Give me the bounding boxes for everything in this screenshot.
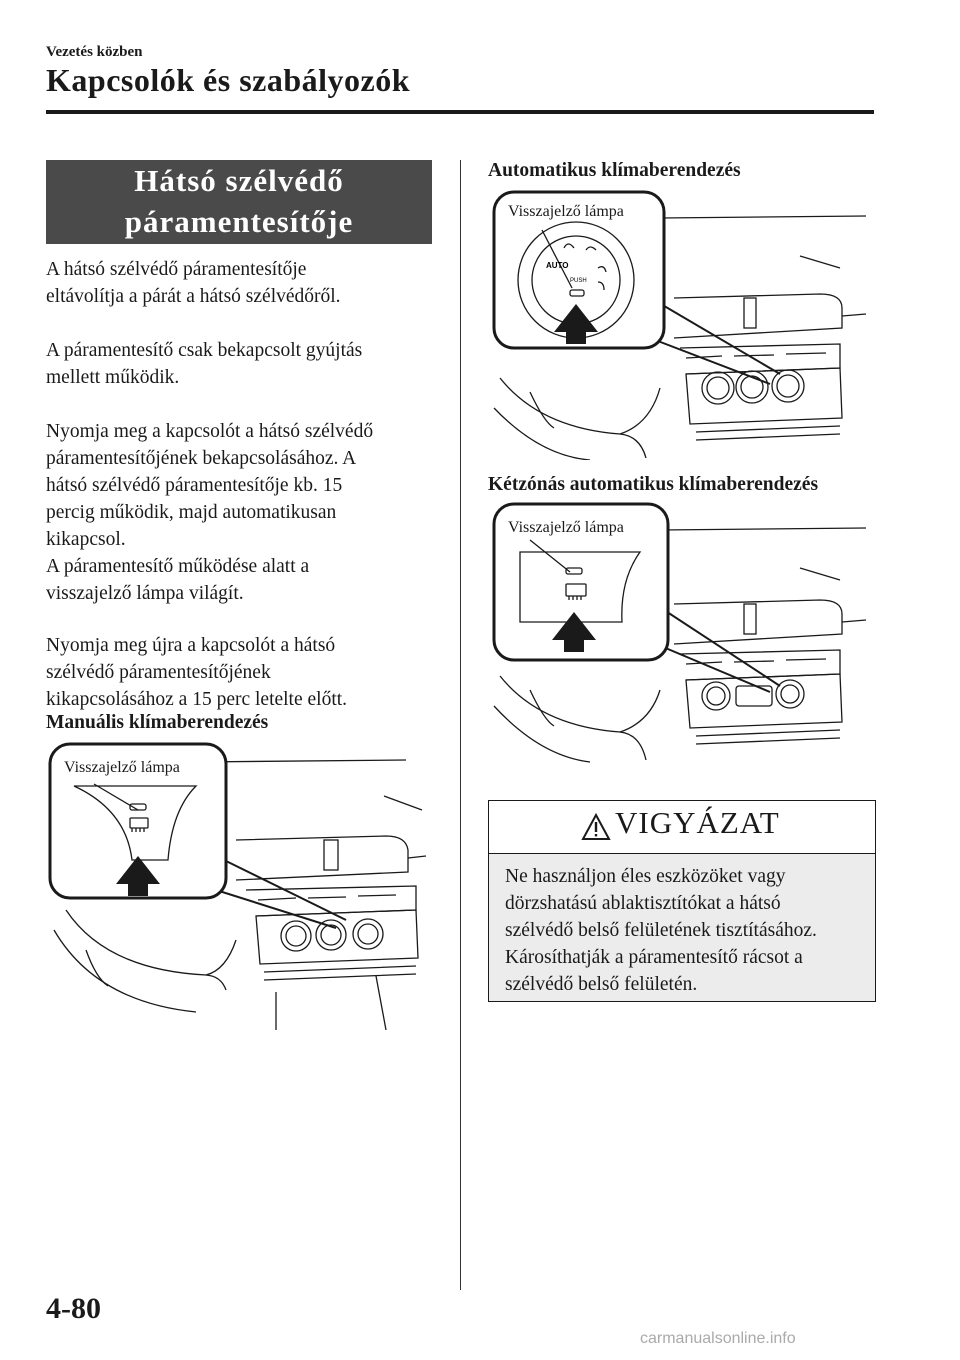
manual-callout-label: Visszajelző lámpa <box>64 759 180 776</box>
column-divider <box>460 160 461 1290</box>
text-line: percig működik, majd automatikusan <box>46 502 337 523</box>
warning-title-bar <box>489 801 875 854</box>
dual-zone-climate-heading: Kétzónás automatikus klímaberendezés <box>488 474 819 495</box>
dual-zone-callout-label: Visszajelző lámpa <box>508 519 624 536</box>
text-line: mellett működik. <box>46 367 180 388</box>
auto-label: AUTO <box>546 261 569 270</box>
warning-box <box>488 800 876 1002</box>
text-line: Nyomja meg a kapcsolót a hátsó szélvédő <box>46 421 374 442</box>
auto-callout-label: Visszajelző lámpa <box>508 203 624 220</box>
text-line: visszajelző lámpa világít. <box>46 583 244 604</box>
section-heading <box>46 160 432 244</box>
page-title: Kapcsolók és szabályozók <box>46 62 411 98</box>
paragraph-4 <box>46 632 446 713</box>
push-label: PUSH <box>570 278 587 284</box>
text-line: A hátsó szélvédő páramentesítője <box>46 259 307 280</box>
manual-climate-heading: Manuális klímaberendezés <box>46 712 269 733</box>
text-line: kikapcsol. <box>46 529 126 550</box>
paragraph-2 <box>46 337 446 391</box>
warning-text <box>505 863 865 998</box>
text-line: szélvédő páramentesítőjének <box>46 662 271 683</box>
section-label: Vezetés közben <box>46 44 143 60</box>
text-line: Károsíthatják a páramentesítő rácsot a <box>505 947 803 968</box>
text-line: kikapcsolásához a 15 perc letelte előtt. <box>46 689 348 710</box>
text-line: Nyomja meg újra a kapcsolót a hátsó <box>46 635 336 656</box>
text-line: szélvédő belső felületén. <box>505 974 698 995</box>
page-number: 4-80 <box>46 1292 101 1325</box>
text-line: A páramentesítő csak bekapcsolt gyújtás <box>46 340 363 361</box>
manual-climate-figure <box>46 740 436 1030</box>
auto-climate-figure <box>490 188 876 460</box>
text-line: szélvédő belső felületének tisztításához. <box>505 920 817 941</box>
paragraph-3 <box>46 418 446 607</box>
title-rule <box>46 110 874 114</box>
warning-title: VIGYÁZAT <box>615 805 780 840</box>
text-line: hátsó szélvédő páramentesítője kb. 15 <box>46 475 343 496</box>
section-heading-line2: páramentesítője <box>124 204 354 239</box>
text-line: eltávolítja a párát a hátsó szélvédőről. <box>46 286 341 307</box>
watermark: carmanualsonline.info <box>640 1330 796 1347</box>
dual-zone-climate-figure <box>490 500 876 764</box>
text-line: A páramentesítő működése alatt a <box>46 556 310 577</box>
text-line: dörzshatású ablaktisztítókat a hátsó <box>505 893 781 914</box>
text-line: Ne használjon éles eszközöket vagy <box>505 866 786 887</box>
warning-triangle-icon <box>581 813 611 841</box>
text-line: páramentesítőjének bekapcsolásához. A <box>46 448 357 469</box>
auto-climate-heading: Automatikus klímaberendezés <box>488 160 741 181</box>
section-heading-line1: Hátsó szélvédő <box>134 163 344 198</box>
paragraph-1 <box>46 256 446 310</box>
